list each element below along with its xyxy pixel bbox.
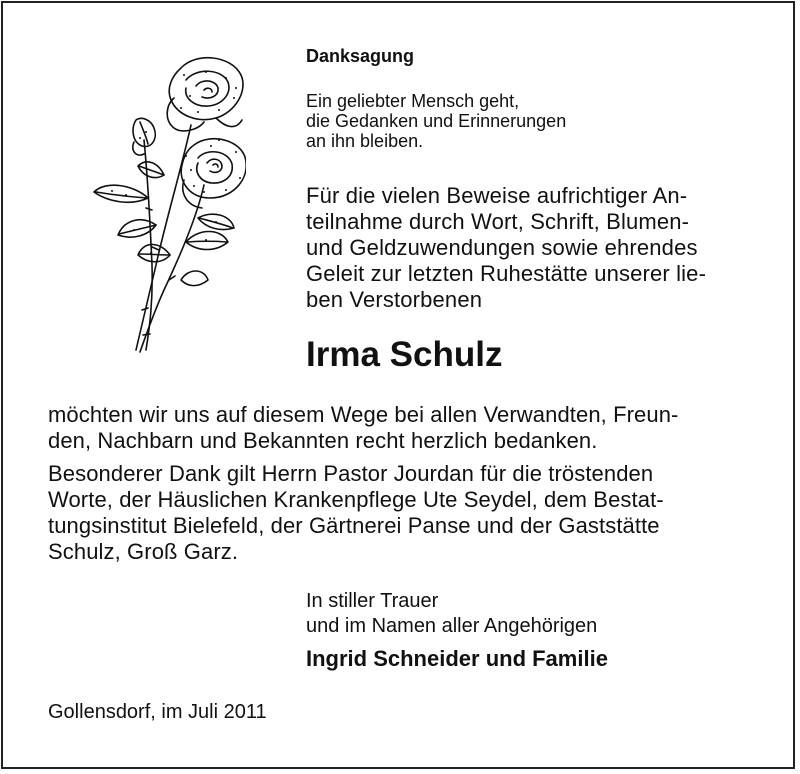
poem-line: an ihn bleiben. [306,131,424,151]
notice-heading: Danksagung [306,46,415,66]
closing-block [306,589,597,639]
intro-line: Geleit zur letzten Ruhestätte unserer lie- [306,261,707,286]
special-thanks-line: tungsinstitut Bielefeld, der Gärtnerei Panse und der Gaststätte [48,513,660,538]
signature: Ingrid Schneider und Familie [306,646,608,671]
special-thanks-line: Worte, der Häuslichen Krankenpflege Ute Seydel, dem Bestat- [48,487,664,512]
poem-line: die Gedanken und Erinnerungen [306,111,567,131]
intro-line: und Geldzuwendungen sowie ehrendes [306,235,698,260]
deceased-name: Irma Schulz [306,335,503,374]
special-thanks-line: Schulz, Groß Garz. [48,539,239,564]
thanks-line: möchten wir uns auf diesem Wege bei allen Verwandten, Freun- [48,402,679,427]
special-thanks-line: Besonderer Dank gilt Herrn Pastor Jourdan für die tröstenden [48,461,654,486]
closing-line: und im Namen aller Angehörigen [306,615,598,637]
place-date: Gollensdorf, im Juli 2011 [48,701,267,723]
intro-paragraph [306,183,706,313]
closing-line: In stiller Trauer [306,590,439,612]
poem-line: Ein geliebter Mensch geht, [306,91,520,111]
thanks-paragraph [48,402,679,454]
poem-block [306,91,566,151]
intro-line: Für die vielen Beweise aufrichtiger An- [306,183,688,208]
rose-icon [86,50,246,355]
intro-line: ben Verstorbenen [306,287,483,312]
intro-line: teilnahme durch Wort, Schrift, Blumen- [306,209,690,234]
special-thanks-paragraph [48,461,664,565]
thanks-line: den, Nachbarn und Bekannten recht herzlich bedanken. [48,428,598,453]
